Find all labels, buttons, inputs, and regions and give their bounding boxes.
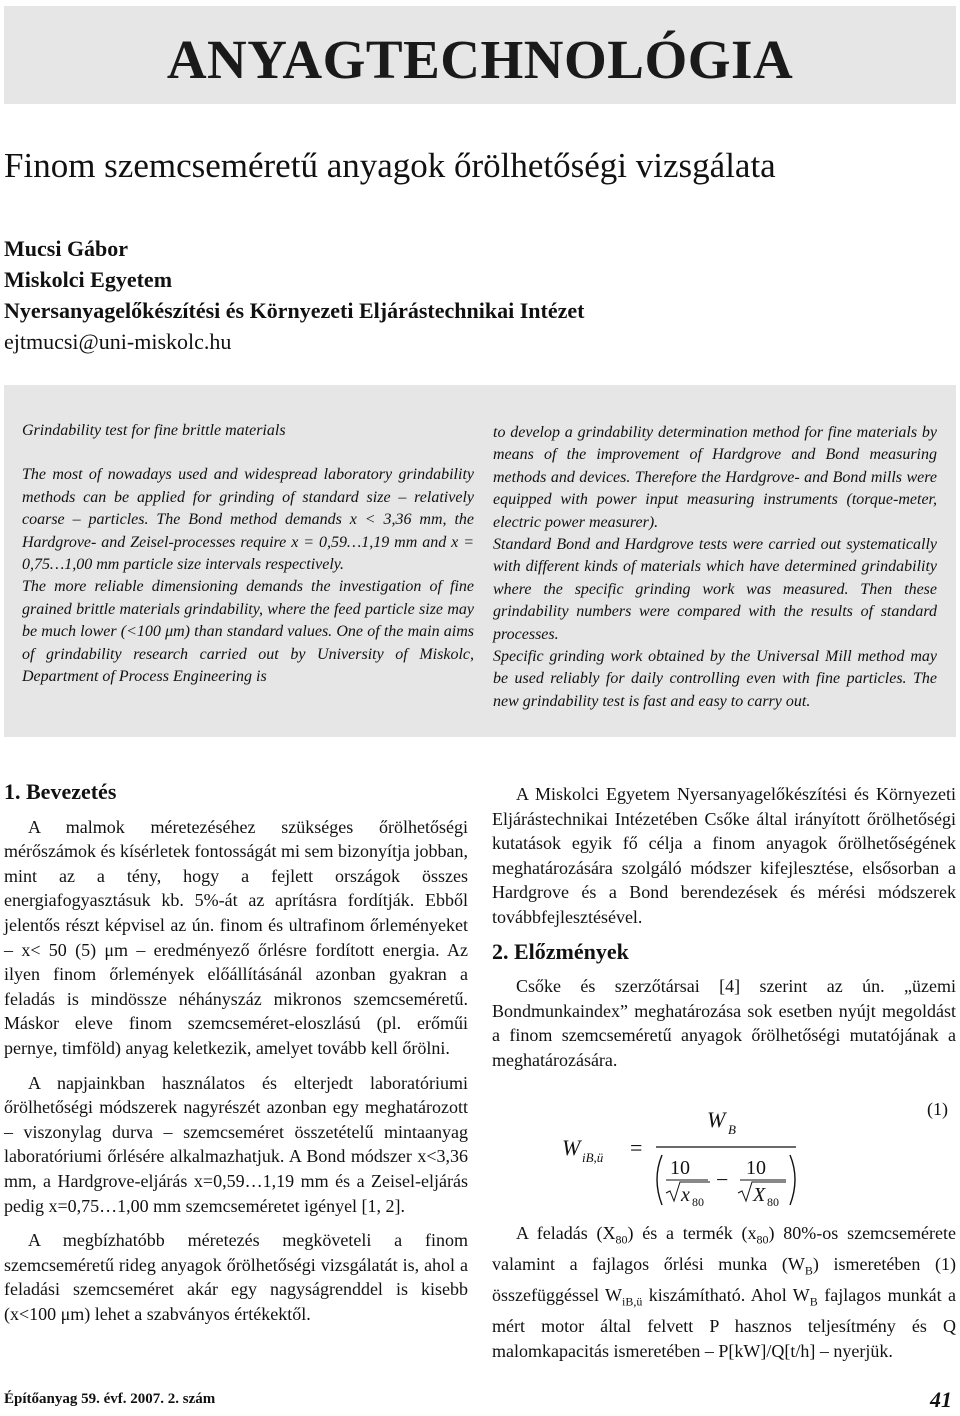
right-paren [790, 1155, 795, 1205]
left-paren [657, 1155, 662, 1205]
eq-ten-b: 10 [746, 1156, 766, 1179]
eq-den-a-sub: 80 [692, 1194, 704, 1209]
page-footer [4, 1387, 956, 1413]
article-title: Finom szemcseméretű anyagok őrölhetőségi vizsgálata [4, 146, 776, 185]
eq-numerator-sub: B [728, 1121, 736, 1137]
author-institution: Miskolci Egyetem [4, 267, 173, 292]
abstract-heading: Grindability test for fine brittle materials [22, 422, 286, 439]
section-heading: 1. Bevezetés [4, 779, 117, 804]
banner-title: ANYAGTECHNOLÓGIA [166, 29, 794, 90]
eq-lhs-sub: iB,ü [582, 1149, 604, 1165]
abstract-paragraph: Specific grinding work obtained by the Universal Mill method may be used reliably for daily controlling even with fine particles. The new grindability test is fast and easy to carry out. [493, 648, 937, 710]
eq-den-a: x [681, 1183, 690, 1206]
body-paragraph: A megbízhatóbb méretezés megköveteli a finom szemcseméretű rideg anyagok őrölhetőségi vizsgálatát is, ahol a feladási szemcseméret akár egy nagyságrenddel is kisebb (x<100 μm) lehet a szabványos értékektől. [4, 1230, 468, 1324]
equation-number: (1) [927, 1098, 948, 1119]
body-left-column [4, 780, 468, 1336]
body-paragraph: A Miskolci Egyetem Nyersanyagelőkészítési és Környezeti Eljárástechnikai Intézetében Csőke által irányított őrölhetőségi kutatások egyik fő célja a finom anyagok őrölhetőségének meghatározására szolgáló módszer kifejlesztése, elsősorban a Hardgrove és a Bond berendezések és mérési módszerek továbbfejlesztésével. [492, 784, 956, 927]
abstract-paragraph: The most of nowadays used and widespread laboratory grindability methods can be applied for grinding of standard size – relatively coarse – particles. The Bond method demands x < 3,36 mm, the Hardgrove- and Zeisel-processes require x = 0,59…1,19 mm and x = 0,75…1,00 mm particle size intervals respectively. [22, 466, 474, 574]
equation-1 [492, 1083, 956, 1211]
eq-minus: − [716, 1166, 729, 1192]
body-paragraph: A feladás $(X_{80})$ és a termék $(x_{80})$ 80%-os szemcsemérete valamint a fajlagos őrlési munka $(W_B)$ ismeretében (1) összefüggéssel $W_{iB,ü}$ kiszámítható. Ahol $W_B$ fajlagos munkát a mért motor által felvett P hasznos teljesítmény és Q malomkapacitás ismeretében – P[kW]/Q[t/h] – nyerjük. [492, 1222, 957, 1361]
eq-den-b: X [753, 1183, 766, 1206]
eq-equals: = [630, 1134, 643, 1160]
body-paragraph: A malmok méretezéséhez szükséges őrölhetőségi mérőszámok és kísérletek fontosságát mi sem bizonyítja jobban, mint az a tény, hogy a fejlett országok összes energiafogyasztásuk kb. 5%-át az aprításra fordítják. Ebből jelentős részt képvisel az ún. finom és ultrafinom őrleményeket – x< 50 (5) μm – eredményező őrlésre fordított energia. Az ilyen finom őrlemények előállításánál azonban gyakran a feladás is mindössze néhányszáz mikronos szemcseméretű. Máskor eleve finom szemcseméret-eloszlású (pl. erőműi pernye, timföld) anyag keletkezik, amelyet tovább kell őrölni. [4, 816, 468, 1058]
abstract-paragraph: The more reliable dimensioning demands the investigation of fine grained brittle materials grindability, where the feed particle size may be much lower (<100 μm) than standard values. One of the main aims of grindability research carried out by University of Miskolc, Department of Process Engineering is [22, 578, 474, 686]
page-number: 41 [930, 1387, 952, 1412]
eq-ten-a: 10 [670, 1156, 690, 1179]
author-email[interactable]: ejtmucsi@uni-miskolc.hu [4, 329, 232, 354]
journal-info: Építőanyag 59. évf. 2007. 2. szám [4, 1391, 216, 1407]
section-banner [4, 6, 956, 104]
abstract-box [4, 385, 956, 737]
section-heading: 2. Előzmények [492, 938, 629, 964]
abstract-right-column [493, 422, 937, 713]
eq-den-b-sub: 80 [767, 1194, 779, 1209]
eq-lhs: W [562, 1134, 581, 1160]
author-block [4, 233, 584, 357]
body-paragraph: Csőke és szerzőtársai [4] szerint az ún. „üzemi Bondmunkaindex” meghatározása sok esetben nyújt megoldást a finom szemcseméretű anyagok őrölhetőségi mutatójának a meghatározására. [492, 976, 956, 1070]
equation-graphic [552, 1083, 892, 1211]
body-paragraph: A napjainkban használatos és elterjedt laboratóriumi őrölhetőségi módszerek nagyrészét azonban egy meghatározott – viszonylag durva – szemcseméret összetételű mintaanyag laboratóriumi őrlésére alkalmazhatjuk. A Bond módszer x<3,36 mm, a Hardgrove-eljárás x=0,59…1,19 mm és a Zeisel-eljárás pedig x=0,75…1,00 mm szemcseméretet igényel [1, 2]. [4, 1072, 468, 1216]
author-institute: Nyersanyagelőkészítési és Környezeti Eljárástechnikai Intézet [4, 298, 585, 323]
abstract-left-column [22, 420, 474, 688]
abstract-paragraph: to develop a grindability determination method for fine materials by means of the improvement of Hardgrove and Bond measuring methods and devices. Therefore the Hardgrove- and Bond mills were equipped with power input measuring instruments (torque-meter, electric power measurer). [493, 424, 937, 531]
body-right-column [492, 782, 956, 1373]
author-name: Mucsi Gábor [4, 236, 129, 261]
eq-numerator: W [707, 1106, 726, 1132]
abstract-paragraph: Standard Bond and Hardgrove tests were carried out systematically with different kinds of materials which have determined grindability where the specific grinding work was measured. Then these grindability numbers were compared with the results of standard processes. [493, 536, 937, 643]
